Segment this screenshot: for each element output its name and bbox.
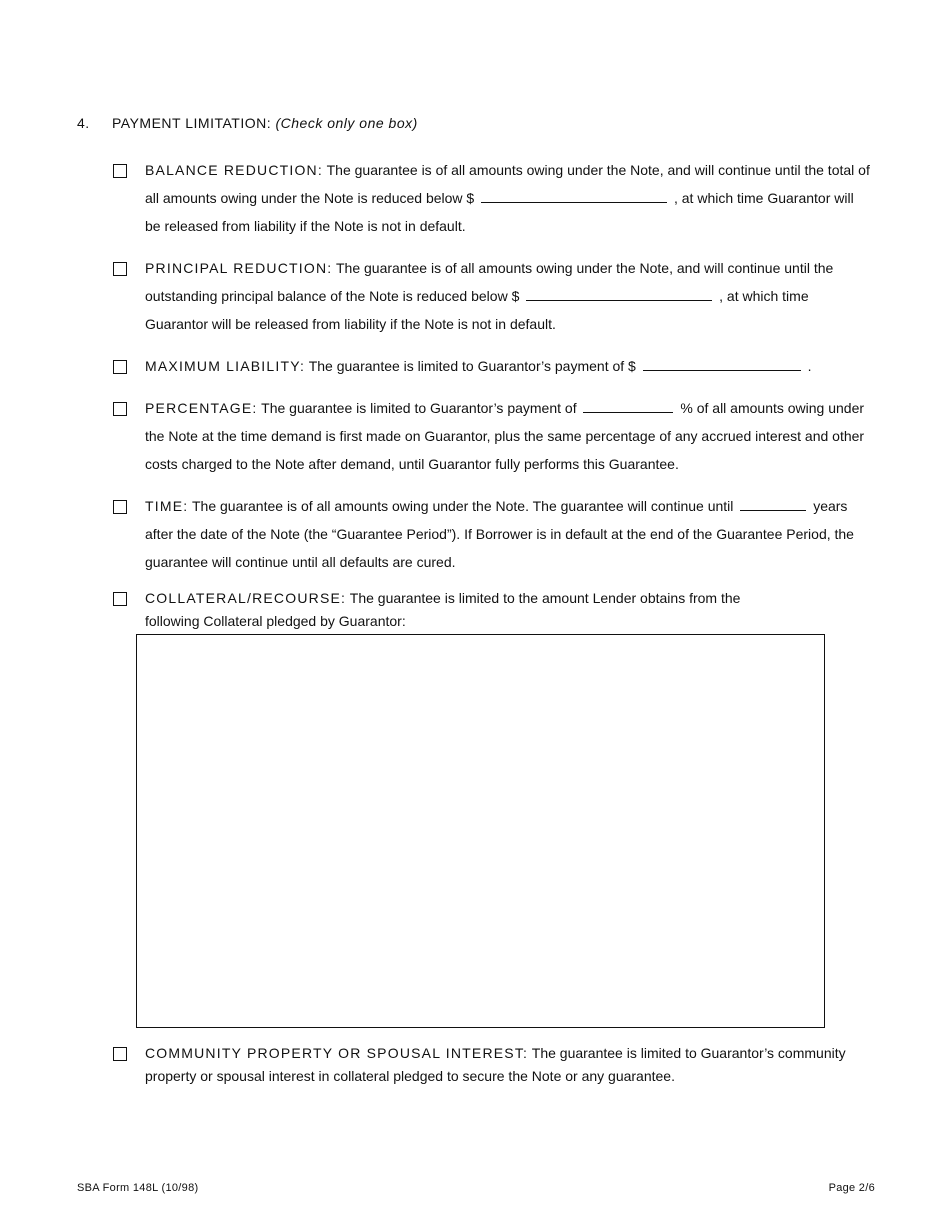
time-label: TIME: bbox=[145, 498, 189, 514]
page-number: Page 2/6 bbox=[828, 1182, 875, 1194]
section-heading bbox=[77, 115, 418, 131]
section-number: 4. bbox=[77, 115, 90, 131]
balance-reduction-text: BALANCE REDUCTION: The guarantee is of all amounts owing under the Note, and will continue until the total of all amounts owing under the Note is reduced below $ , at which time Guarantor will be released from liability if the Note is not in default. bbox=[145, 162, 870, 234]
time-checkbox[interactable] bbox=[113, 500, 127, 514]
percentage-field[interactable] bbox=[583, 398, 673, 413]
form-identifier: SBA Form 148L (10/98) bbox=[77, 1182, 199, 1194]
maximum-liability-text: MAXIMUM LIABILITY: The guarantee is limited to Guarantor’s payment of $ . bbox=[145, 358, 812, 374]
time-text: TIME: The guarantee is of all amounts owing under the Note. The guarantee will continue until years after the date of the Note (the “Guarantee Period”). If Borrower is in default at the end of the Guarantee Period, the guarantee will continue until all defaults are cured. bbox=[145, 498, 854, 570]
maximum-liability-checkbox[interactable] bbox=[113, 360, 127, 374]
percentage-text: PERCENTAGE: The guarantee is limited to Guarantor’s payment of % of all amounts owing under the Note at the time demand is first made on Guarantor, plus the same percentage of any accrued interest and other costs charged to the Note after demand, until Guarantor fully performs this Guarantee. bbox=[145, 400, 865, 472]
community-property-label: COMMUNITY PROPERTY OR SPOUSAL INTEREST: bbox=[145, 1045, 529, 1061]
balance-amount-field[interactable] bbox=[481, 188, 667, 203]
balance-reduction-label: BALANCE REDUCTION: bbox=[145, 162, 323, 178]
collateral-description-box[interactable] bbox=[136, 634, 825, 1028]
principal-reduction-label: PRINCIPAL REDUCTION: bbox=[145, 260, 333, 276]
principal-reduction-text: PRINCIPAL REDUCTION: The guarantee is of all amounts owing under the Note, and will continue until the outstanding principal balance of the Note is reduced below $ , at which time Guarantor will be released from liability if the Note is not in default. bbox=[145, 260, 834, 332]
maximum-amount-field[interactable] bbox=[643, 356, 801, 371]
principal-reduction-checkbox[interactable] bbox=[113, 262, 127, 276]
balance-reduction-checkbox[interactable] bbox=[113, 164, 127, 178]
section-title: PAYMENT LIMITATION: bbox=[112, 115, 272, 131]
collateral-recourse-label: COLLATERAL/RECOURSE: bbox=[145, 590, 347, 606]
collateral-recourse-text: COLLATERAL/RECOURSE: The guarantee is limited to the amount Lender obtains from the following Collateral pledged by Guarantor: bbox=[145, 590, 741, 629]
years-field[interactable] bbox=[740, 496, 806, 511]
section-instruction: (Check only one box) bbox=[275, 115, 418, 131]
percentage-label: PERCENTAGE: bbox=[145, 400, 258, 416]
principal-amount-field[interactable] bbox=[526, 286, 712, 301]
collateral-recourse-checkbox[interactable] bbox=[113, 592, 127, 606]
maximum-liability-label: MAXIMUM LIABILITY: bbox=[145, 358, 306, 374]
community-property-checkbox[interactable] bbox=[113, 1047, 127, 1061]
community-property-text: COMMUNITY PROPERTY OR SPOUSAL INTEREST: The guarantee is limited to Guarantor’s community property or spousal interest in collateral pledged to secure the Note or any guarantee. bbox=[145, 1045, 846, 1084]
percentage-checkbox[interactable] bbox=[113, 402, 127, 416]
